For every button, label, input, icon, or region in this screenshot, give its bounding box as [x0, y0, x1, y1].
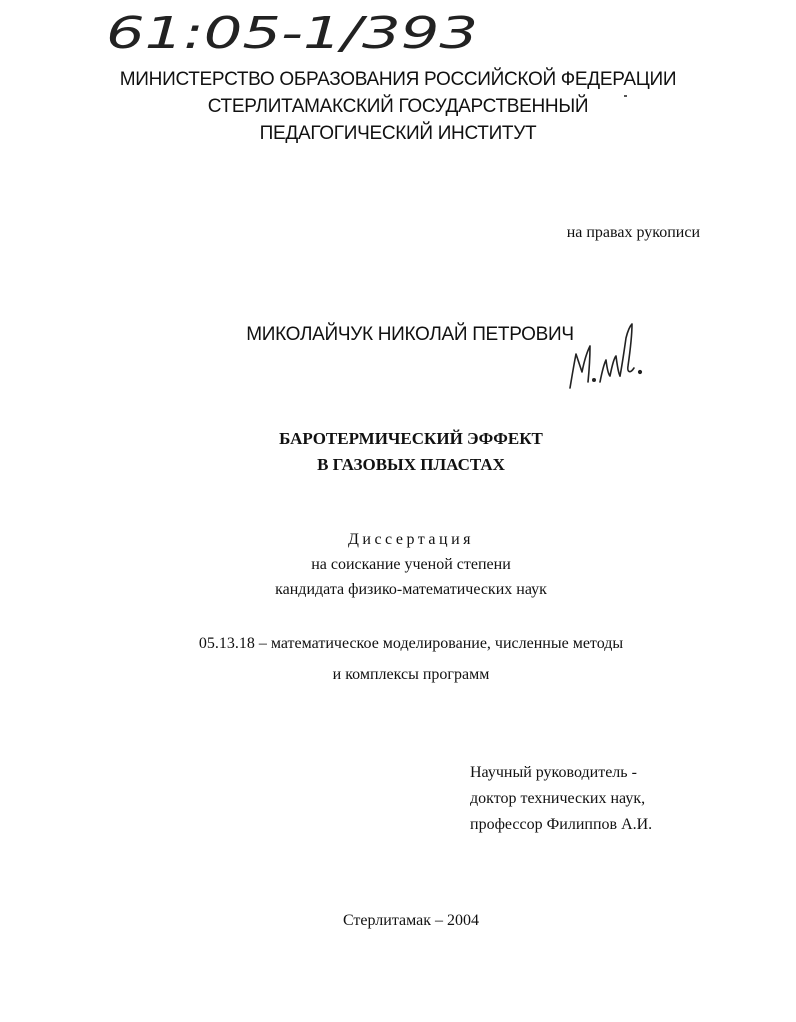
dissertation-field-line: кандидата физико-математических наук — [275, 581, 547, 598]
catalog-number-text: 61:05-1/393 — [106, 8, 478, 56]
advisor-line-1: Научный руководитель - — [470, 764, 637, 781]
thesis-title-line-2: В ГАЗОВЫХ ПЛАСТАХ — [317, 455, 505, 474]
dissertation-degree-line: на соискание ученой степени — [311, 556, 511, 573]
thesis-title — [0, 426, 796, 478]
place-and-year: Стерлитамак – 2004 — [342, 912, 480, 929]
author-name: МИКОЛАЙЧУК НИКОЛАЙ ПЕТРОВИЧ — [246, 324, 574, 345]
advisor-line-2: доктор технических наук, — [470, 790, 646, 807]
institution-line-2: СТЕРЛИТАМАКСКИЙ ГОСУДАРСТВЕННЫЙ — [207, 96, 589, 117]
dissertation-info — [0, 527, 796, 602]
thesis-title-line-1: БАРОТЕРМИЧЕСКИЙ ЭФФЕКТ — [279, 429, 543, 448]
manuscript-note: на правах рукописи — [566, 224, 700, 241]
dissertation-type: Диссертация — [347, 531, 475, 548]
scientific-advisor — [470, 760, 652, 838]
institution-header — [0, 66, 796, 147]
specialty-info — [0, 628, 796, 690]
advisor-line-3: профессор Филиппов А.И. — [470, 816, 653, 833]
institution-line-3: ПЕДАГОГИЧЕСКИЙ ИНСТИТУТ — [259, 123, 537, 144]
institution-line-1: МИНИСТЕРСТВО ОБРАЗОВАНИЯ РОССИЙСКОЙ ФЕДЕРАЦИИ — [119, 69, 677, 90]
author-signature — [560, 316, 650, 396]
specialty-line-1: 05.13.18 – математическое моделирование, численные методы — [198, 635, 624, 652]
catalog-number-handwritten — [100, 4, 500, 56]
specialty-line-2: и комплексы программ — [332, 666, 490, 683]
